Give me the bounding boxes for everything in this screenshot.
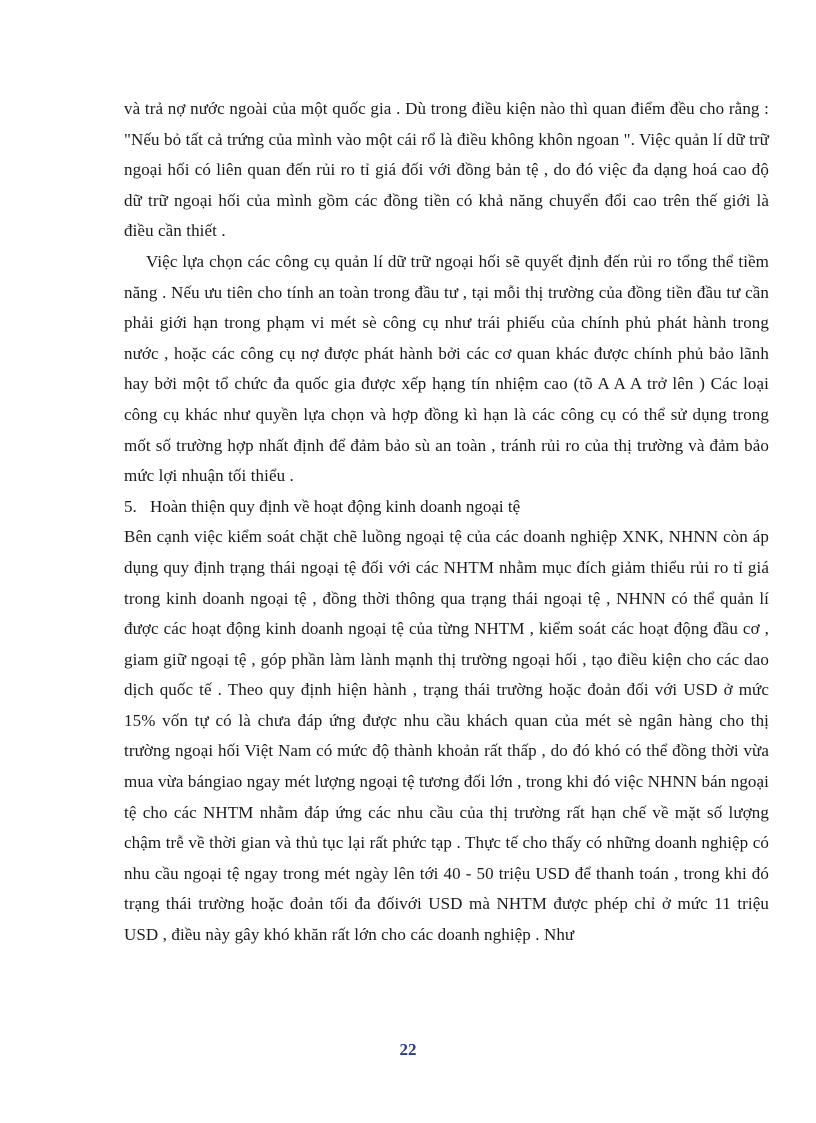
section-heading xyxy=(124,492,769,523)
paragraph-reserve-tools: Việc lựa chọn các công cụ quản lí dữ trữ ngoại hối sẽ quyết định đến rủi ro tổng thể tiềm năng . Nếu ưu tiên cho tính an toàn trong đầu tư , tại mỗi thị trường của đồng tiền đầu tư cần phải giới hạn trong phạm vi mét sè công cụ như trái phiếu của chính phủ phát hành trong nước , hoặc các công cụ nợ được phát hành bởi các cơ quan khác được chính phủ bảo lãnh hay bởi một tổ chức đa quốc gia được xếp hạng tín nhiệm cao (tõ A A A trở lên ) Các loại công cụ khác như quyền lựa chọn và hợp đồng kì hạn là các công cụ có thể sử dụng trong mốt số trường hợp nhất định để đảm bảo sù an toàn , tránh rủi ro của thị trường và đảm bảo mức lợi nhuận tối thiểu . xyxy=(124,251,769,486)
section-number: 5. xyxy=(124,496,137,516)
document-body xyxy=(124,94,769,951)
section-title: Hoàn thiện quy định về hoạt động kinh doanh ngoại tệ xyxy=(150,496,521,516)
page-number: 22 xyxy=(399,1040,417,1059)
paragraph-foreign-currency-business: Bên cạnh việc kiểm soát chặt chẽ luồng ngoại tệ của các doanh nghiệp XNK, NHNN còn áp dụng quy định trạng thái ngoại tệ đối với các NHTM nhằm mục đích giảm thiểu rủi ro tỉ giá trong kinh doanh ngoại tệ , đồng thời thông qua trạng thái ngoại tệ , NHNN có thể quản lí được các hoạt động kinh doanh ngoại tệ của từng NHTM , kiểm soát các hoạt động đầu cơ , giam giữ ngoại tệ , góp phần làm lành mạnh thị trường ngoại hối , tạo điều kiện cho các dao dịch quốc tế . Theo quy định hiện hành , trạng thái trường hoặc đoản đối với USD ở mức 15% vốn tự có là chưa đáp ứng được nhu cầu khách quan của mét sè ngân hàng cho thị trường ngoại hối Việt Nam có mức độ thành khoản rất thấp , do đó khó có thể đồng thời vừa mua vừa bángiao ngay mét lượng ngoại tệ tương đối lớn , trong khi đó việc NHNN bán ngoại tệ cho các NHTM nhằm đáp ứng các nhu cầu của thị trường rất hạn chế về mặt số lượng chậm trễ về thời gian và thủ tục lại rất phức tạp . Thực tế cho thấy có những doanh nghiệp có nhu cầu ngoại tệ ngay trong mét ngày lên tới 40 - 50 triệu USD để thanh toán , trong khi đó trạng thái trường hoặc đoản tối đa đốivới USD mà NHTM được phép chỉ ở mức 11 triệu USD , điều này gây khó khăn rất lớn cho các doanh nghiệp . Như xyxy=(124,527,769,945)
paragraph-continuation: và trả nợ nước ngoài của một quốc gia . Dù trong điều kiện nào thì quan điểm đều cho rằng : "Nếu bỏ tất cả trứng của mình vào một cái rổ là điều không khôn ngoan ". Việc quản lí dữ trữ ngoại hối có liên quan đến rủi ro tỉ giá đối với đồng bản tệ , do đó việc đa dạng hoá cao độ dữ trữ ngoại hối của mình gồm các đồng tiền có khả năng chuyển đổi cao trên thế giới là điều cần thiết . xyxy=(124,99,769,241)
